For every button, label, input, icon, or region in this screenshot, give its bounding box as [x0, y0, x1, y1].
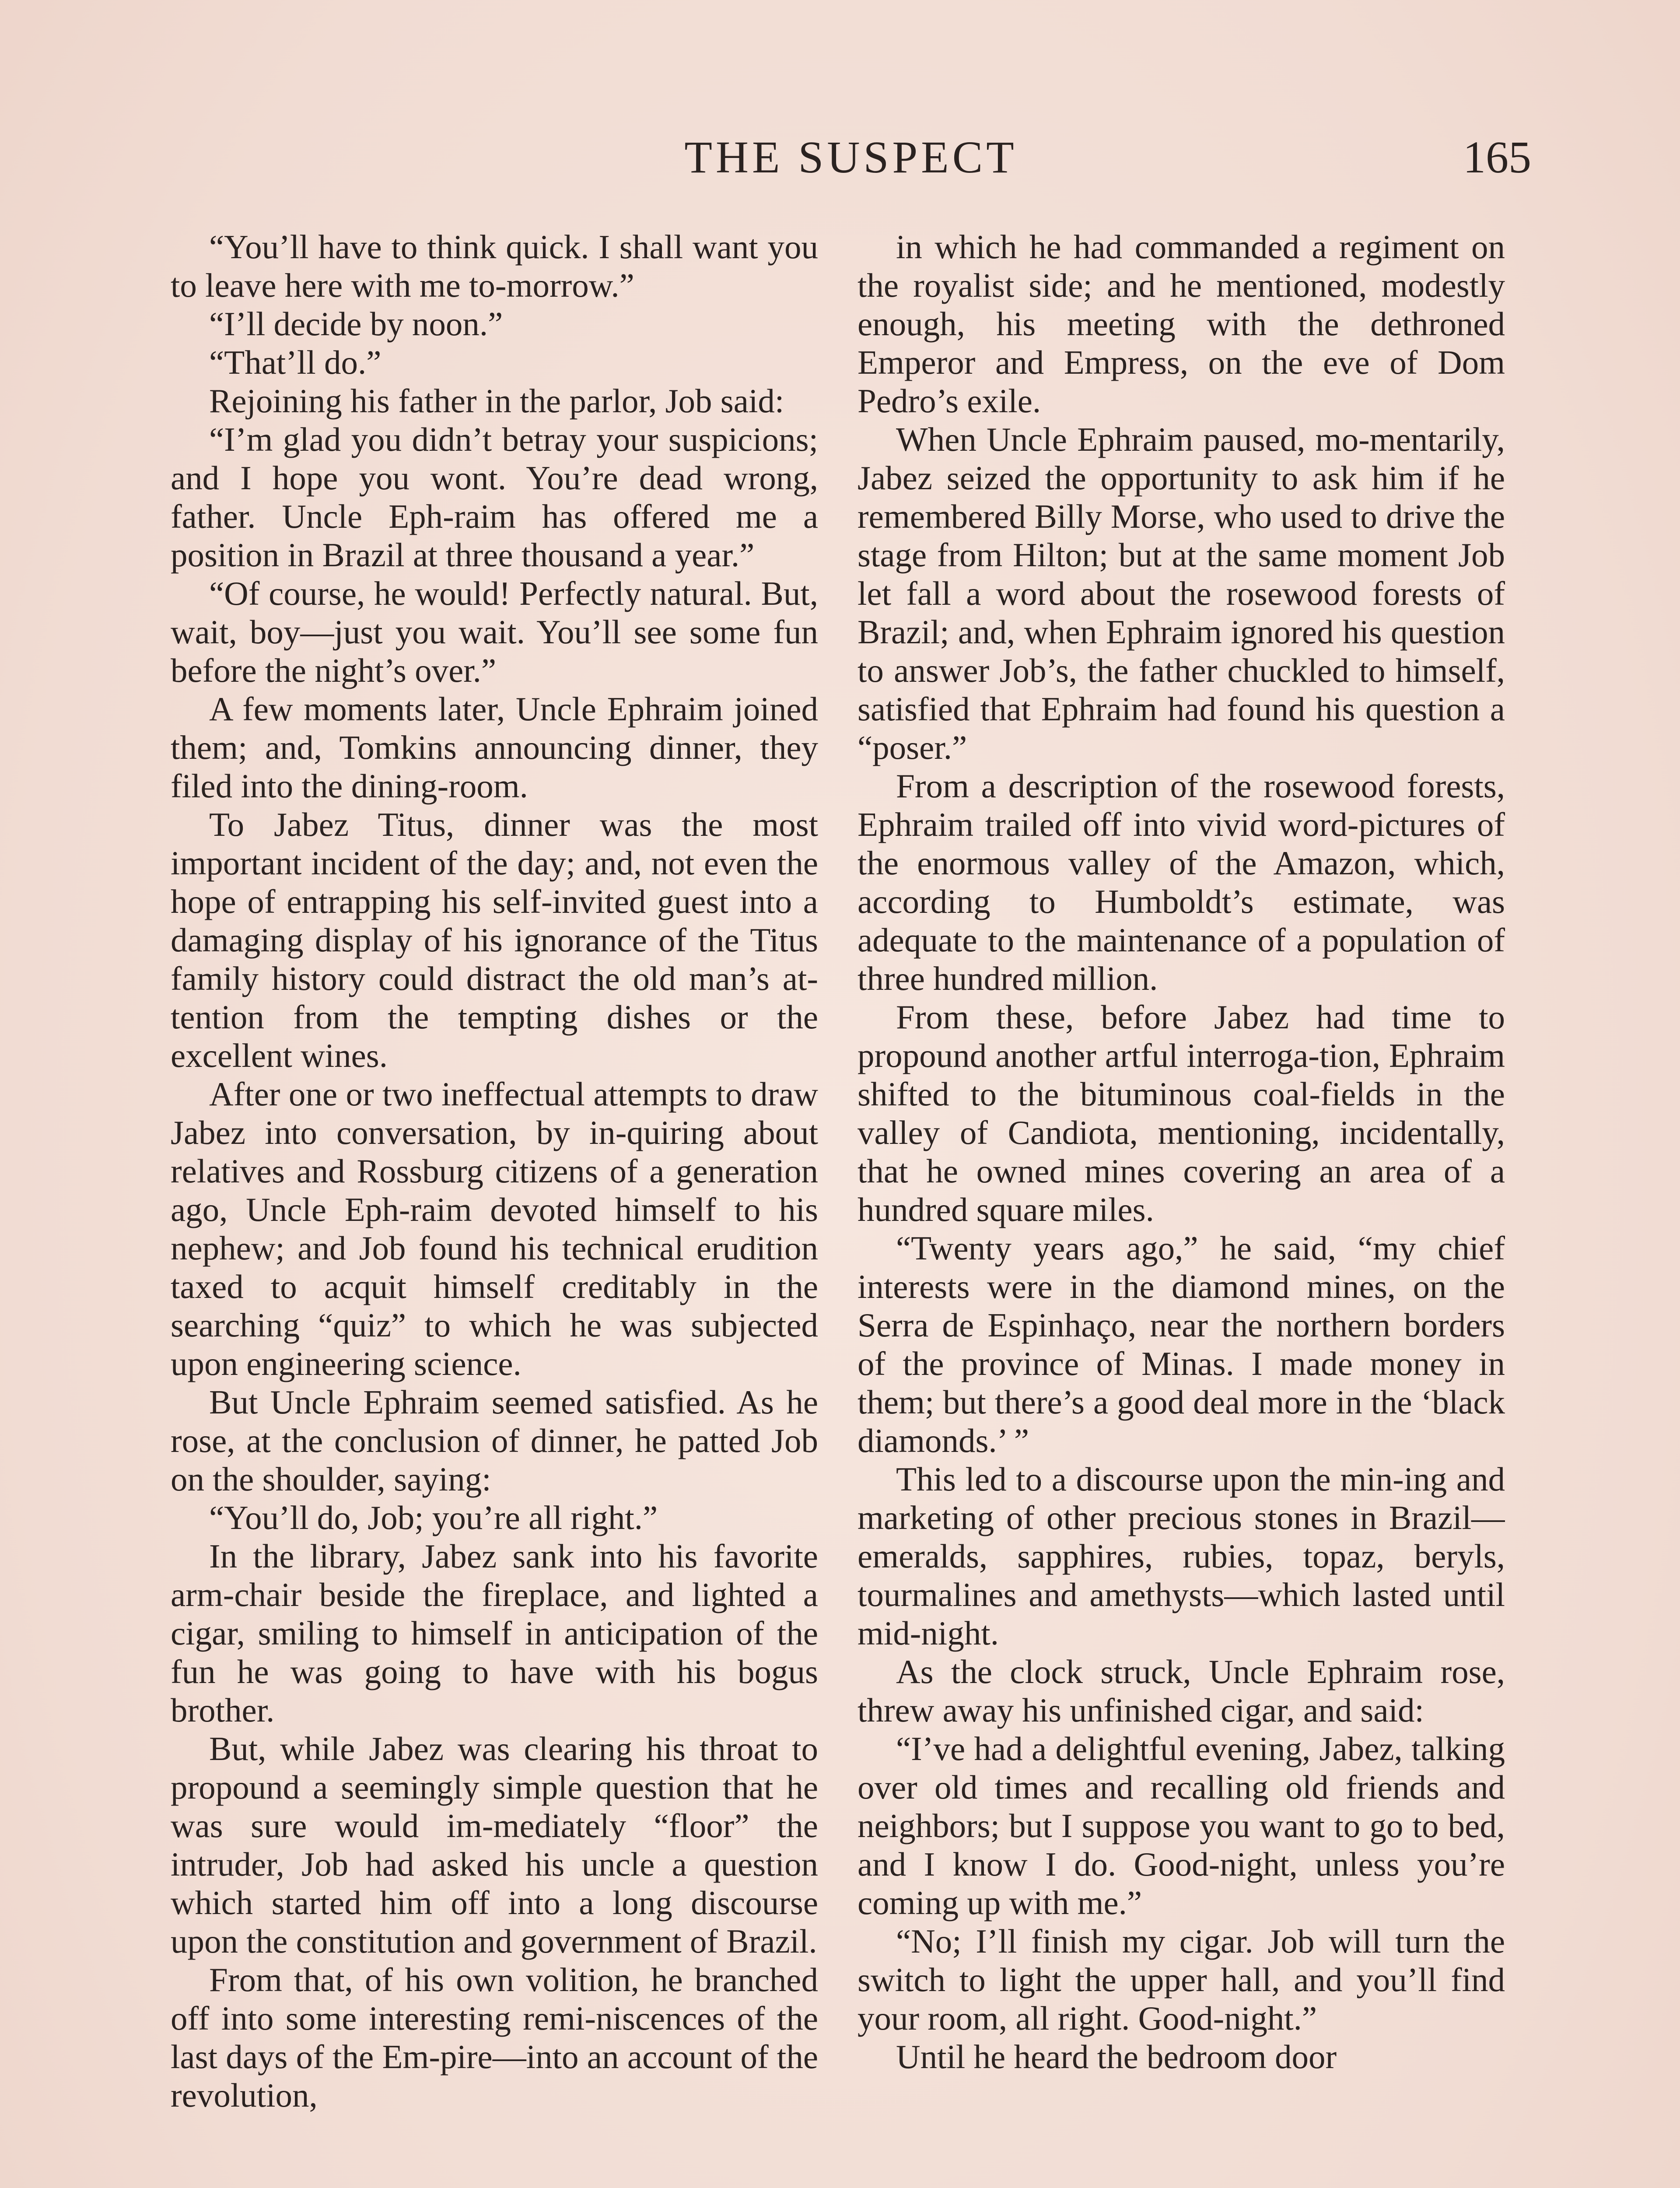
paragraph: In the library, Jabez sank into his favorite arm-chair beside the fireplace, and lighted a cigar, smiling to himself in anticipation of the fun he was going to have with his bogus brother. — [171, 1537, 818, 1729]
paragraph: But, while Jabez was clearing his throat to propound a seemingly simple question that he was sure would im-mediately “floor” the intruder, Job had asked his uncle a question which started him off into a long discourse upon the constitution and government of Brazil. — [171, 1730, 818, 1960]
running-head — [171, 127, 1531, 188]
page-title: THE SUSPECT — [684, 132, 1018, 182]
paragraph: in which he had commanded a regiment on the royalist side; and he mentioned, modestly enough, his meeting with the dethroned Emperor and Empress, on the eve of Dom Pedro’s exile. — [858, 228, 1505, 420]
paragraph: “Of course, he would! Perfectly natural. But, wait, boy—just you wait. You’ll see some fun before the night’s over.” — [171, 575, 818, 689]
left-column — [171, 228, 818, 2188]
paragraph: “I’ve had a delightful evening, Jabez, talking over old times and recalling old friends and neighbors; but I suppose you want to go to bed, and I know I do. Good-night, unless you’re coming up with me.” — [858, 1730, 1505, 1922]
paragraph: “I’ll decide by noon.” — [209, 305, 503, 343]
paragraph: “You’ll do, Job; you’re all right.” — [209, 1499, 658, 1536]
paragraph: From these, before Jabez had time to propound another artful interroga-tion, Ephraim shifted to the bituminous coal-fields in the valley of Candiota, mentioning, incidentally, that he owned mines covering an area of a hundred square miles. — [858, 998, 1505, 1228]
paragraph: After one or two ineffectual attempts to draw Jabez into conversation, by in-quiring about relatives and Rossburg citizens of a generation ago, Uncle Eph-raim devoted himself to his nephew; and Job found his technical erudition taxed to acquit himself creditably in the searching “quiz” to which he was subjected upon engineering science. — [171, 1075, 818, 1382]
right-column — [858, 228, 1505, 2188]
paragraph: Until he heard the bedroom door — [896, 2038, 1337, 2076]
paragraph: “I’m glad you didn’t betray your suspicions; and I hope you wont. You’re dead wrong, father. Uncle Eph-raim has offered me a position in Brazil at three thousand a year.” — [171, 421, 818, 574]
page-number: 165 — [1463, 132, 1531, 182]
paragraph: “You’ll have to think quick. I shall want you to leave here with me to-morrow.” — [171, 228, 818, 304]
paragraph: From a description of the rosewood forests, Ephraim trailed off into vivid word-pictures of the enormous valley of the Amazon, which, according to Humboldt’s estimate, was adequate to the maintenance of a population of three hundred million. — [858, 767, 1505, 997]
paragraph: This led to a discourse upon the min-ing and marketing of other precious stones in Brazil—emeralds, sapphires, rubies, topaz, beryls, tourmalines and amethysts—which lasted until mid-night. — [858, 1460, 1505, 1652]
paragraph: From that, of his own volition, he branched off into some interesting remi-niscences of the last days of the Em-pire—into an account of the revolution, — [171, 1961, 818, 2114]
paragraph: To Jabez Titus, dinner was the most important incident of the day; and, not even the hope of entrapping his self-invited guest into a damaging display of his ignorance of the Titus family history could distract the old man’s at-tention from the tempting dishes or the excellent wines. — [171, 806, 818, 1074]
paragraph: “That’ll do.” — [209, 344, 382, 381]
paragraph: A few moments later, Uncle Ephraim joined them; and, Tomkins announcing dinner, they filed into the dining-room. — [171, 690, 818, 805]
paragraph: “Twenty years ago,” he said, “my chief interests were in the diamond mines, on the Serra de Espinhaço, near the northern borders of the province of Minas. I made money in them; but there’s a good deal more in the ‘black diamonds.’ ” — [858, 1229, 1505, 1459]
paragraph: “No; I’ll finish my cigar. Job will turn the switch to light the upper hall, and you’ll find your room, all right. Good-night.” — [858, 1922, 1505, 2037]
paragraph: As the clock struck, Uncle Ephraim rose, threw away his unfinished cigar, and said: — [858, 1653, 1505, 1729]
paragraph: But Uncle Ephraim seemed satisfied. As he rose, at the conclusion of dinner, he patted Job on the shoulder, saying: — [171, 1383, 818, 1498]
paragraph: When Uncle Ephraim paused, mo-mentarily, Jabez seized the opportunity to ask him if he remembered Billy Morse, who used to drive the stage from Hilton; but at the same moment Job let fall a word about the rosewood forests of Brazil; and, when Ephraim ignored his question to answer Job’s, the father chuckled to himself, satisfied that Ephraim had found his question a “poser.” — [858, 421, 1505, 766]
paragraph: Rejoining his father in the parlor, Job said: — [209, 382, 784, 420]
